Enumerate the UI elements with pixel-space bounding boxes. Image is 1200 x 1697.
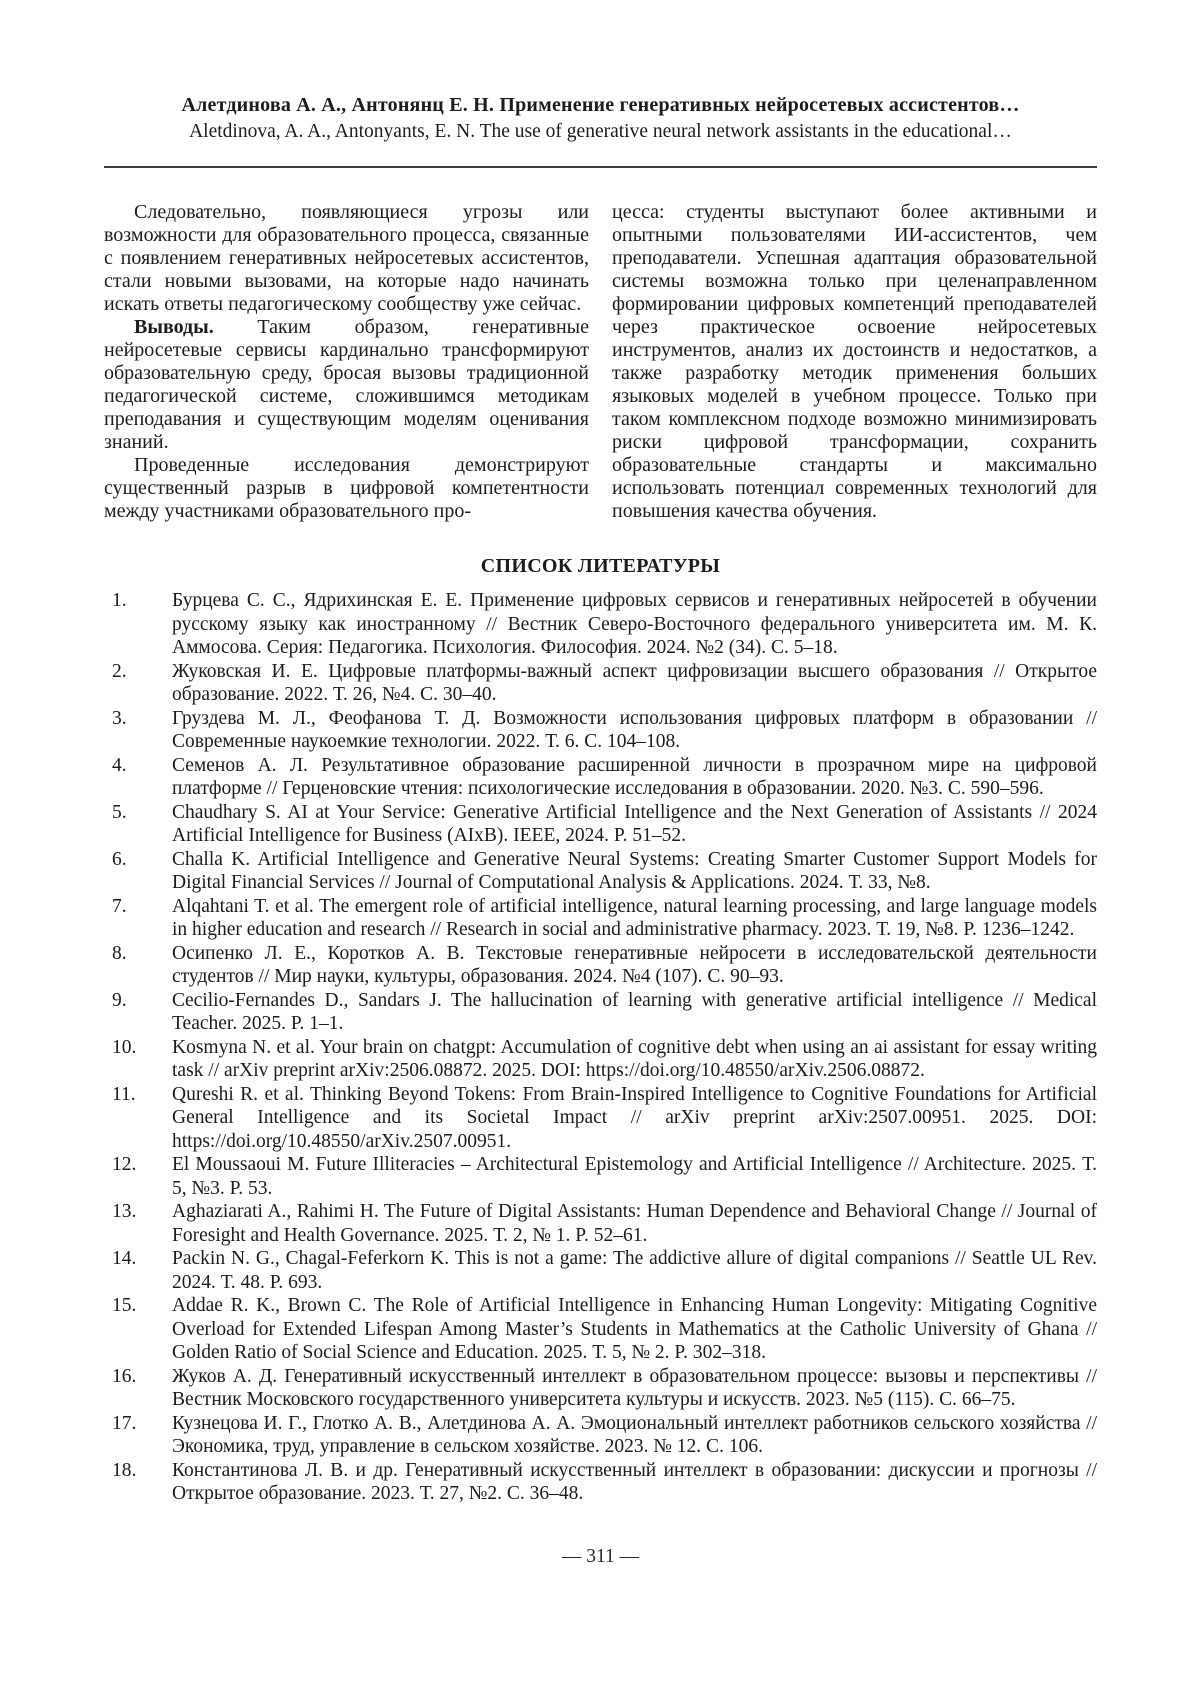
- reference-item: [104, 1459, 1097, 1506]
- reference-number: 18.: [112, 1459, 137, 1481]
- conclusions-text: Таким образом, генеративные нейросетевые сервисы кардинально трансформируют образовательную среду, бросая вызовы традиционной педагогической системе, сложившимся методикам преподавания и существующим моделям оценивания знаний.: [104, 316, 589, 453]
- reference-number: 1.: [112, 590, 127, 611]
- column-left: [104, 201, 589, 523]
- reference-number: 17.: [112, 1412, 137, 1434]
- reference-text: Aghaziarati A., Rahimi H. The Future of Digital Assistants: Human Dependence and Behavioral Change // Journal of Foresight and Health Governance. 2025. Т. 2, № 1. P. 52–61.: [172, 1201, 1097, 1246]
- reference-number: 15.: [112, 1295, 137, 1316]
- reference-number: 16.: [112, 1365, 137, 1387]
- reference-item: [104, 1153, 1097, 1200]
- running-head: [104, 92, 1097, 145]
- reference-text: Packin N. G., Chagal-Feferkorn K. This is not a game: The addictive allure of digital companions // Seattle UL Rev. 2024. Т. 48. P. 693.: [172, 1248, 1097, 1293]
- reference-item: [104, 707, 1097, 754]
- reference-item: [104, 1036, 1097, 1083]
- reference-number: 10.: [112, 1036, 137, 1058]
- reference-item: [104, 754, 1097, 801]
- reference-item: [104, 801, 1097, 848]
- reference-number: 13.: [112, 1201, 137, 1222]
- running-head-ru: Алетдинова А. А., Антонянц Е. Н. Применение генеративных нейросетевых ассистентов…: [181, 94, 1020, 116]
- reference-text: Chaudhary S. AI at Your Service: Generative Artificial Intelligence and the Next Generation of Assistants // 2024 Artificial Intelligence for Business (AIxB). IEEE, 2024. P. 51–52.: [172, 801, 1097, 846]
- reference-number: 8.: [112, 942, 127, 964]
- reference-item: [104, 989, 1097, 1036]
- reference-item: [104, 589, 1097, 660]
- header-divider: [104, 166, 1097, 168]
- paragraph-conclusions: [104, 316, 589, 454]
- reference-text: El Moussaoui M. Future Illiteracies – Architectural Epistemology and Artificial Intelligence // Architecture. 2025. Т. 5, №3. P. 53.: [172, 1154, 1097, 1199]
- reference-number: 9.: [112, 989, 127, 1011]
- reference-text: Семенов А. Л. Результативное образование расширенной личности в прозрачном мире на цифровой платформе // Герценовские чтения: психологические исследования в образовании. 2020. №3. С. 590–596.: [172, 754, 1097, 799]
- reference-number: 6.: [112, 848, 127, 870]
- reference-item: [104, 848, 1097, 895]
- page-footer: [104, 1546, 1097, 1568]
- reference-number: 11.: [112, 1083, 136, 1105]
- reference-item: [104, 895, 1097, 942]
- conclusions-lead: Выводы.: [134, 316, 214, 338]
- column-right: [612, 201, 1097, 523]
- reference-number: 14.: [112, 1248, 137, 1269]
- references-list: [104, 589, 1097, 1506]
- reference-text: Жуковская И. Е. Цифровые платформы-важный аспект цифровизации высшего образования // Открытое образование. 2022. Т. 26, №4. С. 30–40.: [172, 660, 1097, 705]
- reference-item: [104, 1365, 1097, 1412]
- reference-text: Challa K. Artificial Intelligence and Generative Neural Systems: Creating Smarter Customer Support Models for Digital Financial Services // Journal of Computational Analysis & Applications. 2024. Т. 33, №8.: [172, 848, 1097, 893]
- reference-text: Addae R. K., Brown C. The Role of Artificial Intelligence in Enhancing Human Longevity: Mitigating Cognitive Overload for Extended Lifespan Among Master’s Students in Mathematics at the Catholic University of Ghana // Golden Ratio of Social Science and Education. 2025. Т. 5, № 2. P. 302–318.: [172, 1295, 1097, 1363]
- page-number: — 311 —: [561, 1545, 640, 1567]
- reference-item: [104, 1412, 1097, 1459]
- reference-item: [104, 1200, 1097, 1247]
- reference-number: 5.: [112, 801, 127, 823]
- paragraph-continuation: цесса: студенты выступают более активными и опытными пользователями ИИ-ассистентов, чем преподаватели. Успешная адаптация образовательной системы возможна только при целенаправленном формировании цифровых компетенций преподавателей через практическое освоение нейросетевых инструментов, анализ их достоинств и недостатков, а также разработку методик применения больших языковых моделей в учебном процессе. Только при таком комплексном подходе возможно минимизировать риски цифровой трансформации, сохранить образовательные стандарты и максимально использовать потенциал современных технологий для повышения качества обучения.: [612, 201, 1097, 522]
- reference-number: 3.: [112, 707, 127, 729]
- reference-text: Kosmyna N. et al. Your brain on chatgpt: Accumulation of cognitive debt when using an ai assistant for essay writing task // arXiv preprint arXiv:2506.08872. 2025. DOI: https://doi.org/10.48550/arXiv.2506.08872.: [172, 1036, 1097, 1081]
- reference-text: Cecilio-Fernandes D., Sandars J. The hallucination of learning with generative artificial intelligence // Medical Teacher. 2025. P. 1–1.: [172, 989, 1097, 1034]
- reference-text: Жуков А. Д. Генеративный искусственный интеллект в образовательном процессе: вызовы и перспективы // Вестник Московского государственного университета культуры и искусств. 2023. №5 (115). С. 66–75.: [172, 1365, 1097, 1410]
- paragraph-threats: Следовательно, появляющиеся угрозы или возможности для образовательного процесса, связанные с появлением генеративных нейросетевых ассистентов, стали новыми вызовами, на которые надо начинать искать ответы педагогическому сообществу уже сейчас.: [104, 201, 589, 315]
- reference-item: [104, 1083, 1097, 1154]
- reference-number: 12.: [112, 1154, 137, 1175]
- references-title: СПИСОК ЛИТЕРАТУРЫ: [480, 555, 721, 577]
- running-head-en: Aletdinova, A. A., Antonyants, E. N. The use of generative neural network assistants in the educational…: [189, 121, 1012, 142]
- reference-number: 2.: [112, 660, 127, 682]
- reference-number: 4.: [112, 754, 127, 776]
- reference-text: Осипенко Л. Е., Коротков А. В. Текстовые генеративные нейросети в исследовательской деятельности студентов // Мир науки, культуры, образования. 2024. №4 (107). С. 90–93.: [172, 942, 1097, 987]
- reference-text: Груздева М. Л., Феофанова Т. Д. Возможности использования цифровых платформ в образовании // Современные наукоемкие технологии. 2022. Т. 6. С. 104–108.: [172, 707, 1097, 752]
- reference-text: Кузнецова И. Г., Глотко А. В., Алетдинова А. А. Эмоциональный интеллект работников сельского хозяйства // Экономика, труд, управление в сельском хозяйстве. 2023. № 12. С. 106.: [172, 1412, 1097, 1457]
- reference-text: Alqahtani T. et al. The emergent role of artificial intelligence, natural learning processing, and large language models in higher education and research // Research in social and administrative pharmacy. 2023. Т. 19, №8. P. 1236–1242.: [172, 895, 1097, 940]
- reference-text: Константинова Л. В. и др. Генеративный искусственный интеллект в образовании: дискуссии и прогнозы // Открытое образование. 2023. Т. 27, №2. С. 36–48.: [172, 1459, 1097, 1504]
- reference-item: [104, 1294, 1097, 1365]
- reference-item: [104, 660, 1097, 707]
- reference-item: [104, 1247, 1097, 1294]
- reference-text: Qureshi R. et al. Thinking Beyond Tokens: From Brain-Inspired Intelligence to Cognitive Foundations for Artificial General Intelligence and its Societal Impact // arXiv preprint arXiv:2507.00951. 2025. DOI: https://doi.org/10.48550/arXiv.2507.00951.: [172, 1083, 1097, 1152]
- reference-text: Бурцева С. С., Ядрихинская Е. Е. Применение цифровых сервисов и генеративных нейросетей в обучении русскому языку как иностранному // Вестник Северо-Восточного федерального университета им. М. К. Аммосова. Серия: Педагогика. Психология. Философия. 2024. №2 (34). С. 5–18.: [172, 590, 1097, 658]
- reference-item: [104, 942, 1097, 989]
- reference-number: 7.: [112, 895, 127, 917]
- body-columns: [104, 201, 1097, 523]
- paragraph-research-gap: Проведенные исследования демонстрируют существенный разрыв в цифровой компетентности между участниками образовательного про-: [104, 454, 589, 522]
